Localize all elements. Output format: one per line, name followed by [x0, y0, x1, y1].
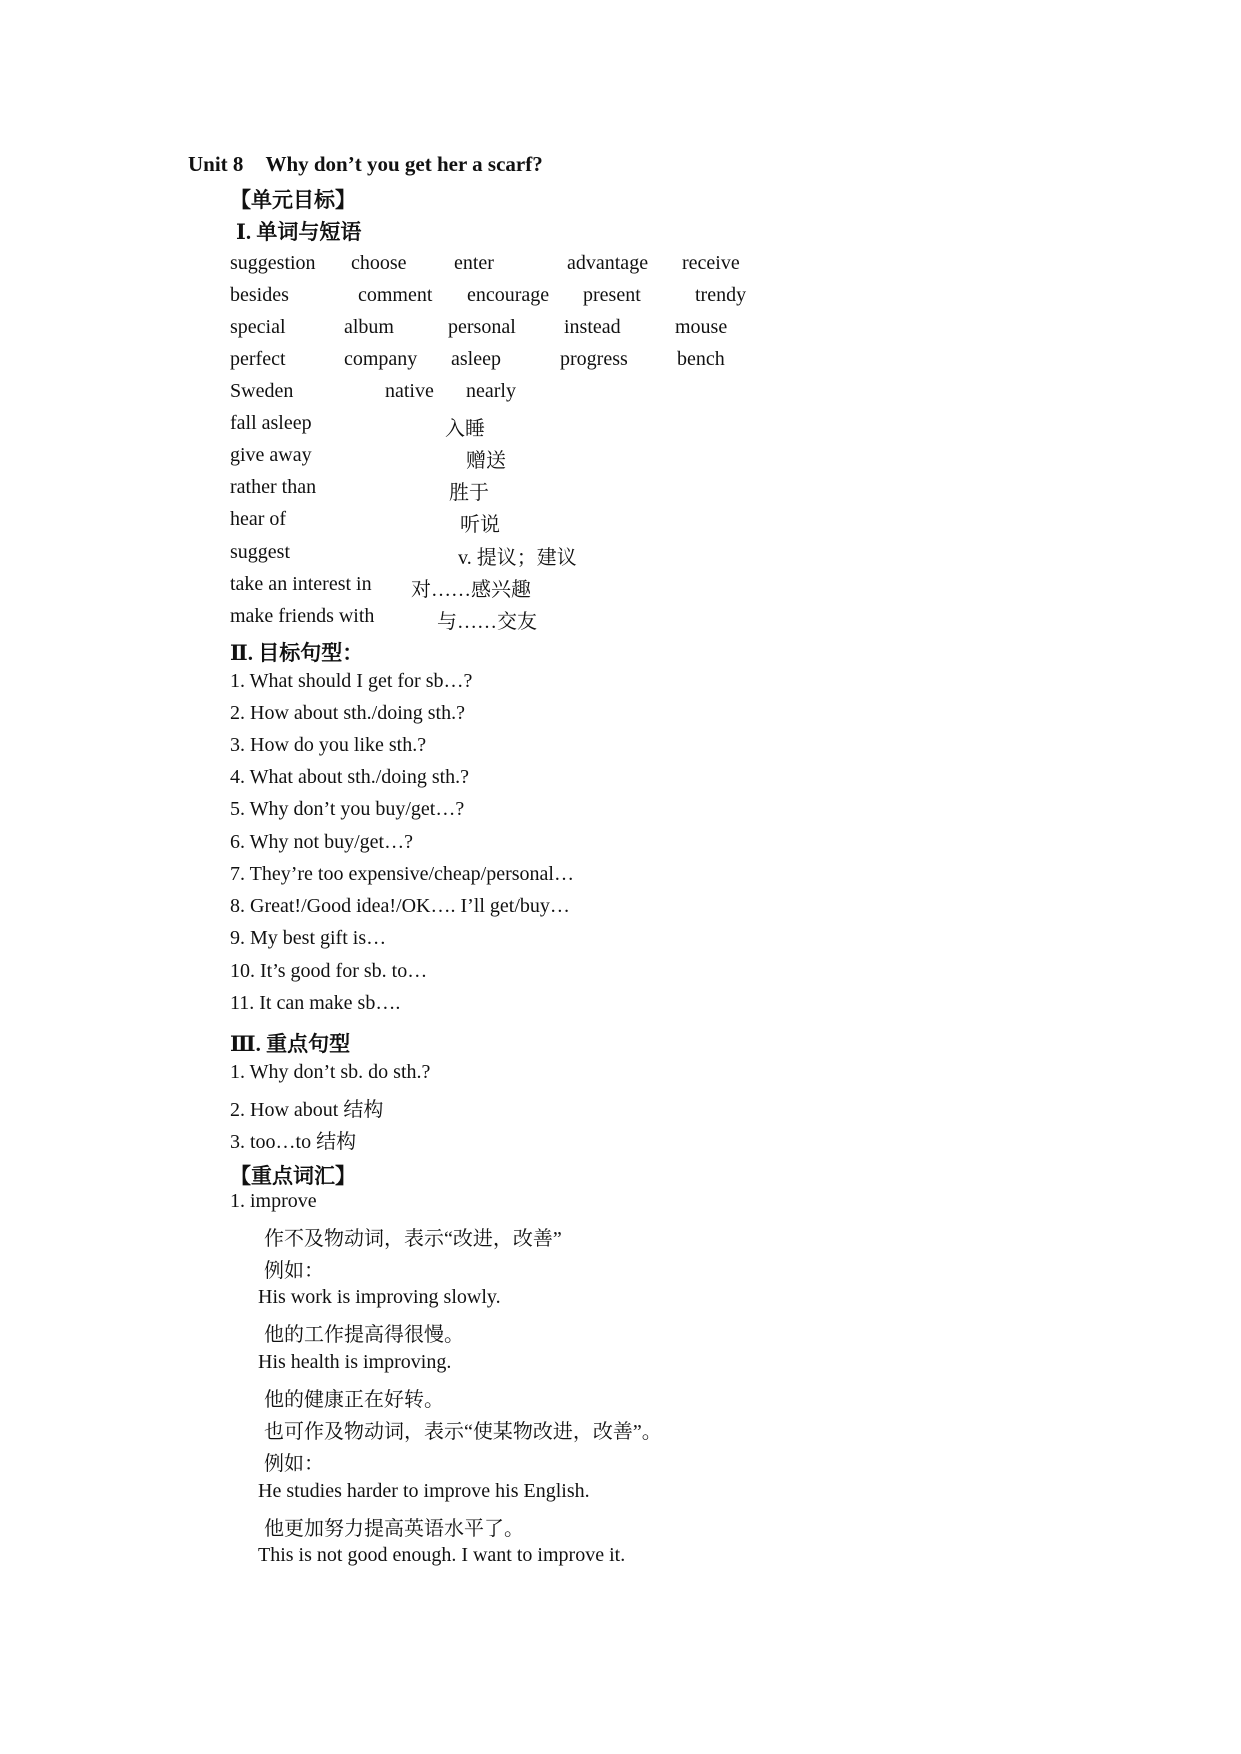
phrase-en: fall asleep [230, 412, 312, 434]
key-sentence: 2. How about 结构 [230, 1099, 384, 1121]
improve-line: 他的健康正在好转。 [264, 1389, 444, 1411]
word: asleep [451, 348, 501, 370]
phrase-zh: 听说 [460, 514, 500, 536]
word: receive [682, 252, 740, 274]
word: choose [351, 252, 407, 274]
improve-line: His work is improving slowly. [258, 1286, 501, 1308]
phrase-en: suggest [230, 541, 290, 563]
unit-question: Why don’t you get her a scarf? [265, 152, 543, 176]
phrase-zh: 胜于 [449, 482, 489, 504]
key-sentences-heading: Ⅲ. 重点句型 [230, 1032, 351, 1056]
improve-line: He studies harder to improve his English. [258, 1480, 590, 1502]
word: enter [454, 252, 494, 274]
phrase-en: rather than [230, 476, 317, 498]
target-sentence: 7. They’re too expensive/cheap/personal… [230, 863, 574, 885]
section-objectives-heading: 【单元目标】 [230, 188, 356, 212]
improve-heading: 1. improve [230, 1190, 317, 1212]
word: native [385, 380, 434, 402]
key-words-heading: 【重点词汇】 [230, 1164, 356, 1188]
document-title [188, 152, 543, 177]
target-sentence: 8. Great!/Good idea!/OK…. I’ll get/buy… [230, 895, 570, 917]
improve-line: His health is improving. [258, 1351, 452, 1373]
target-sentences-heading: Ⅱ. 目标句型： [230, 641, 364, 665]
word: personal [448, 316, 516, 338]
word: comment [358, 284, 433, 306]
word: encourage [467, 284, 550, 306]
phrase-en: give away [230, 444, 312, 466]
word: progress [560, 348, 628, 370]
word: trendy [695, 284, 747, 306]
phrase-zh: 对……感兴趣 [411, 579, 531, 601]
phrase-zh: 入睡 [445, 418, 485, 440]
word: suggestion [230, 252, 316, 274]
improve-line: 例如： [264, 1453, 324, 1475]
target-sentence: 3. How do you like sth.? [230, 734, 427, 756]
improve-line: This is not good enough. I want to improve it. [258, 1544, 626, 1566]
phrase-zh: 赠送 [466, 450, 506, 472]
target-sentence: 11. It can make sb…. [230, 992, 401, 1014]
target-sentence: 1. What should I get for sb…? [230, 670, 473, 692]
word: company [344, 348, 418, 370]
improve-line: 他更加努力提高英语水平了。 [264, 1518, 524, 1540]
target-sentence: 5. Why don’t you buy/get…? [230, 798, 465, 820]
word: present [583, 284, 641, 306]
word: special [230, 316, 286, 338]
target-sentence: 4. What about sth./doing sth.? [230, 766, 470, 788]
word: instead [564, 316, 621, 338]
word: perfect [230, 348, 286, 370]
phrase-zh: v. 提议；建议 [458, 547, 577, 569]
word: advantage [567, 252, 649, 274]
phrase-en: hear of [230, 508, 287, 530]
word: mouse [675, 316, 728, 338]
phrase-en: take an interest in [230, 573, 372, 595]
phrase-zh: 与……交友 [437, 611, 537, 633]
word: album [344, 316, 394, 338]
improve-line: 例如： [264, 1260, 324, 1282]
vocab-heading: Ⅰ. 单词与短语 [236, 220, 362, 244]
phrase-en: make friends with [230, 605, 375, 627]
word: nearly [466, 380, 516, 402]
target-sentence: 6. Why not buy/get…? [230, 831, 413, 853]
target-sentence: 2. How about sth./doing sth.? [230, 702, 465, 724]
unit-label: Unit 8 [188, 152, 244, 176]
improve-line: 作不及物动词，表示“改进，改善” [264, 1228, 562, 1250]
improve-line: 他的工作提高得很慢。 [264, 1324, 464, 1346]
improve-line: 也可作及物动词，表示“使某物改进，改善”。 [264, 1421, 662, 1443]
target-sentence: 10. It’s good for sb. to… [230, 960, 428, 982]
word: Sweden [230, 380, 294, 402]
word: besides [230, 284, 289, 306]
word: bench [677, 348, 725, 370]
key-sentence: 1. Why don’t sb. do sth.? [230, 1061, 431, 1083]
key-sentence: 3. too…to 结构 [230, 1131, 357, 1153]
target-sentence: 9. My best gift is… [230, 927, 387, 949]
